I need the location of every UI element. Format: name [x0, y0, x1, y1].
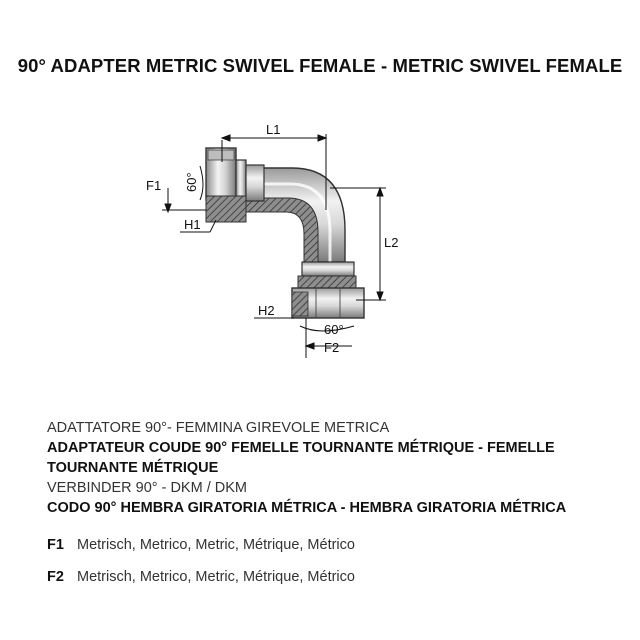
- description-french: ADAPTATEUR COUDE 90° FEMELLE TOURNANTE MÉTRIQUE - FEMELLE TOURNANTE MÉTRIQUE: [47, 440, 555, 476]
- spec-row-f2: [47, 569, 355, 585]
- dimension-labels: [146, 122, 398, 355]
- label-l1: L1: [266, 122, 281, 137]
- label-l2: L2: [384, 235, 399, 250]
- label-angle-bottom: 60°: [324, 322, 344, 337]
- adapter-drawing: [140, 118, 420, 368]
- description-spanish: CODO 90° HEMBRA GIRATORIA MÉTRICA - HEMBRA GIRATORIA MÉTRICA: [47, 500, 567, 516]
- spec-code: F2: [47, 569, 64, 585]
- label-f2: F2: [324, 340, 340, 355]
- description-italian: ADATTATORE 90°- FEMMINA GIREVOLE METRICA: [47, 420, 390, 436]
- description-german: VERBINDER 90° - DKM / DKM: [47, 480, 247, 496]
- spec-value: Metrisch, Metrico, Metric, Métrique, Métrico: [77, 569, 355, 585]
- spec-code: F1: [47, 537, 64, 553]
- label-h2: H2: [258, 303, 275, 318]
- product-descriptions: [47, 418, 607, 518]
- spec-value: Metrisch, Metrico, Metric, Métrique, Métrico: [77, 537, 355, 553]
- label-f1: F1: [146, 178, 162, 193]
- label-angle-top: 60°: [184, 172, 199, 192]
- bottom-swivel-nut: [292, 262, 364, 318]
- label-h1: H1: [184, 217, 201, 232]
- spec-row-f1: [47, 537, 355, 553]
- page-title: 90° ADAPTER METRIC SWIVEL FEMALE - METRIC SWIVEL FEMALE: [17, 55, 623, 76]
